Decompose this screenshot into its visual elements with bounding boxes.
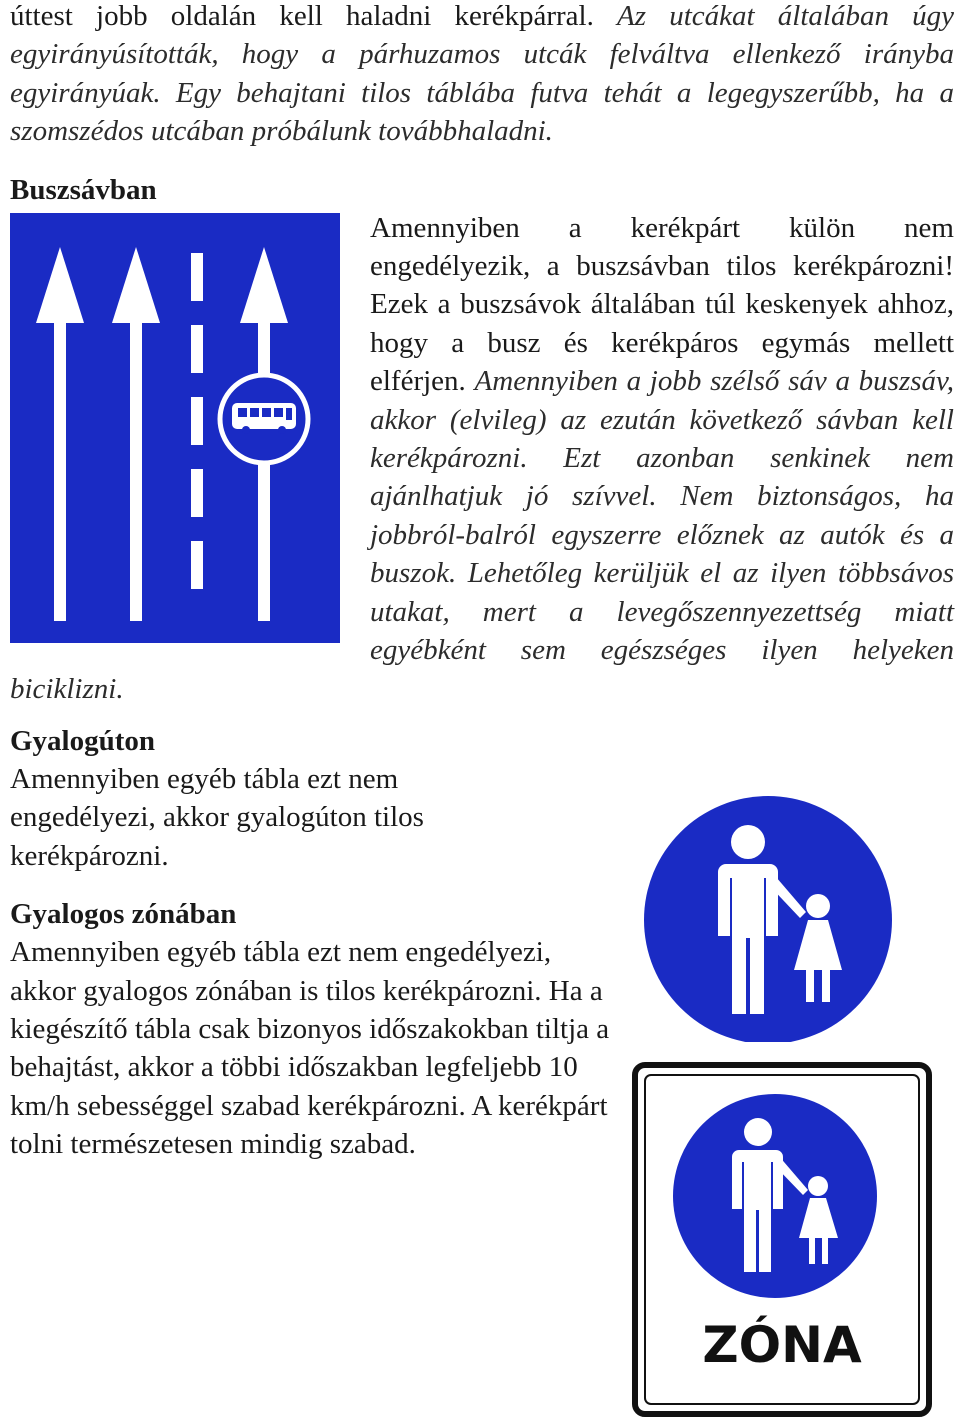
section-heading-bus-lane: Buszsávban <box>10 173 157 206</box>
bus-lane-italic-text: Amennyiben a jobb szélső sáv a buszsáv, akkor (elvileg) az ezután következő sávban kell kerékpározni. Ezt azonban senkinek nem ajánlhatjuk jó szívvel. Nem biztonságos, ha jobbról-balról egyszerre előznek az autók és a buszok. Lehetőleg kerüljük el az ilyen többsávos utakat, mert a levegőszennyezettség miatt egyébként sem egészséges ilyen helyeken biciklizni. <box>10 365 955 705</box>
footpath-paragraph: Amennyiben egyéb tábla ezt nem engedélyezi, akkor gyalogúton tilos kerékpározni. <box>10 762 424 872</box>
section-heading-pedestrian-zone: Gyalogos zónában <box>10 898 237 931</box>
bus-lane-sign-icon <box>10 213 340 643</box>
pedestrian-zone-paragraph: Amennyiben egyéb tábla ezt nem engedélyezi, akkor gyalogos zónában is tilos kerékpározni. Ha a kiegészítő tábla csak bizonyos időszakokban tiltja a behajtást, akkor a többi időszakban legfeljebb 10 km/h sebességgel szabad kerékpározni. A kerékpárt tolni természetesen mindig szabad. <box>10 936 610 1161</box>
intro-paragraph <box>10 0 954 151</box>
intro-plain-text: úttest jobb oldalán kell haladni kerékpárral. <box>10 0 594 32</box>
zone-sign-label: ZÓNA <box>702 1316 862 1374</box>
section-heading-footpath: Gyalogúton <box>10 724 156 757</box>
pedestrian-zone-sign-icon <box>632 1062 932 1417</box>
footpath-sign-icon <box>630 792 920 1042</box>
bus-lane-plain-text: Amennyiben a kerékpárt külön nem engedélyezik, a buszsávban tilos kerékpározni! Ezek a buszsávok általában túl keskenyek ahhoz, hogy a busz és kerékpáros egymás mellett elférjen. <box>370 211 954 398</box>
intro-italic-text: Az utcákat általában úgy egyirányúsították, hogy a párhuzamos utcák felváltva ellenkező irányba egyirányúak. Egy behajtani tilos táblába futva tehát a legegyszerűbb, ha a szomszédos utcában próbálunk továbbhaladni. <box>10 0 955 148</box>
